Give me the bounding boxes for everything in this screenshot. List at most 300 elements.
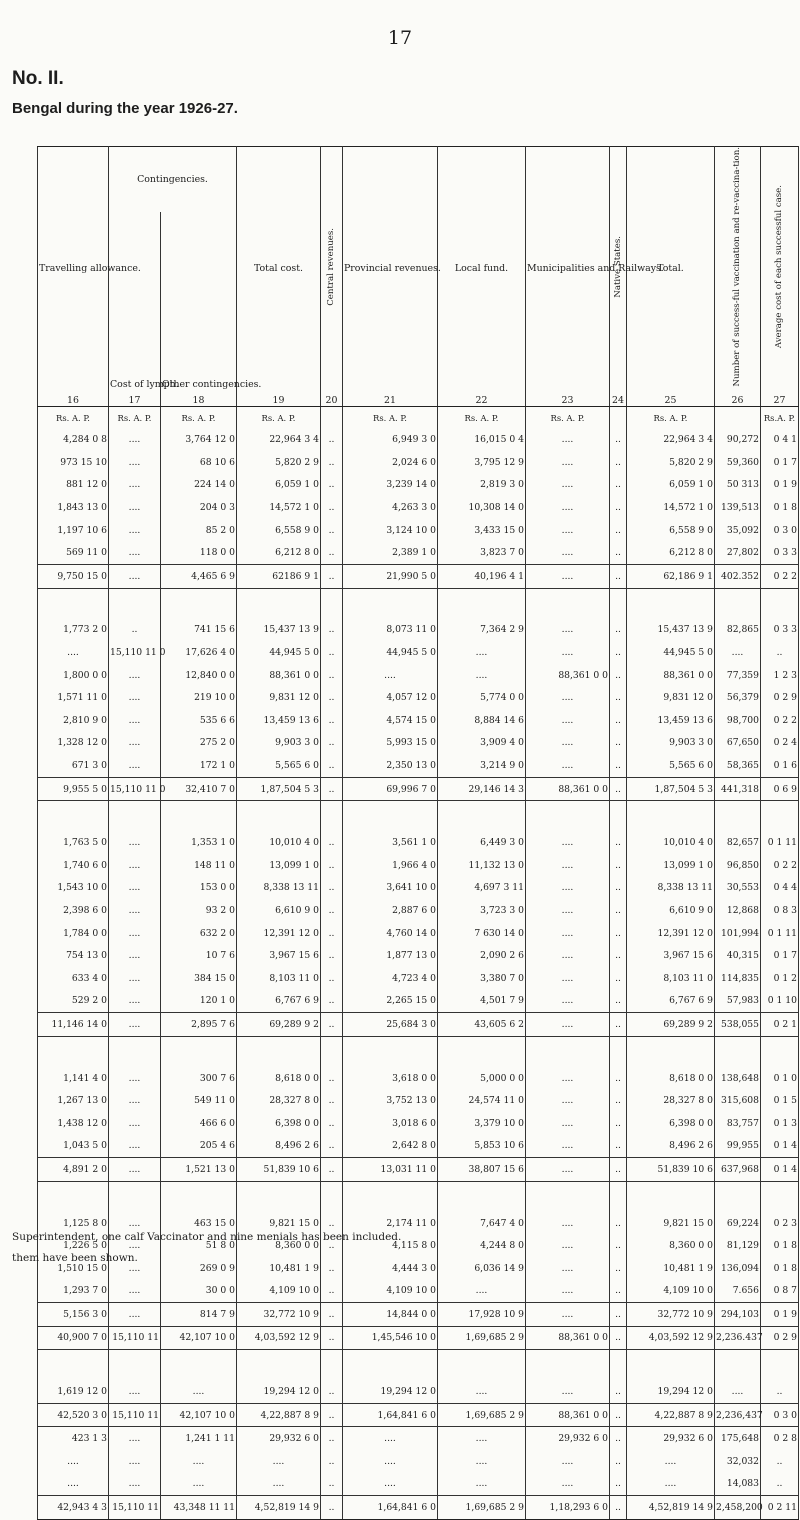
table-cell: 881 12 0 <box>38 474 109 497</box>
table-cell: 5,820 2 9 <box>627 451 715 474</box>
table-row <box>38 1089 799 1112</box>
table-cell: .... <box>109 1013 161 1037</box>
table-cell: .. <box>321 1135 343 1158</box>
table-row <box>38 1135 799 1158</box>
total-row <box>38 1158 799 1182</box>
table-cell: 9,955 5 0 <box>38 777 109 801</box>
table-cell: 5,853 10 6 <box>438 1135 526 1158</box>
table-cell: .. <box>610 922 627 945</box>
table-cell: 51,839 10 6 <box>237 1158 321 1182</box>
table-row <box>38 1450 799 1473</box>
table-cell: .. <box>610 831 627 854</box>
table-cell: 2,350 13 0 <box>343 754 438 777</box>
table-cell: .... <box>526 899 610 922</box>
table-cell: 56,379 <box>715 686 761 709</box>
table-cell: 1,510 15 0 <box>38 1257 109 1280</box>
table-cell: 1,843 13 0 <box>38 496 109 519</box>
table-cell: .... <box>161 1450 237 1473</box>
table-cell: 6,398 0 0 <box>627 1112 715 1135</box>
column-number: 17 <box>109 390 161 407</box>
table-cell: .... <box>343 1450 438 1473</box>
table-cell: .... <box>526 451 610 474</box>
table-cell: 4,697 3 11 <box>438 877 526 900</box>
table-cell <box>526 1036 610 1067</box>
unit-label: Rs. A. P. <box>438 406 526 429</box>
table-cell <box>38 801 109 832</box>
footnote-1: Superintendent, one calf Vaccinator and nine menials has been included. <box>12 1231 402 1243</box>
table-cell <box>109 1036 161 1067</box>
table-cell <box>161 801 237 832</box>
table-cell: 2,819 3 0 <box>438 474 526 497</box>
table-cell: .... <box>109 664 161 687</box>
table-cell: 4,109 10 0 <box>627 1280 715 1303</box>
table-cell: .... <box>526 1067 610 1090</box>
table-cell: .. <box>761 641 799 664</box>
table-cell <box>161 588 237 619</box>
table-cell: 88,361 0 0 <box>526 1403 610 1427</box>
table-cell: .... <box>627 1473 715 1496</box>
table-cell: 29,932 6 0 <box>526 1427 610 1450</box>
table-row <box>38 686 799 709</box>
table-cell <box>161 1036 237 1067</box>
table-cell: .. <box>761 1450 799 1473</box>
table-cell: .. <box>321 1496 343 1520</box>
average-cost-header <box>761 147 799 390</box>
table-cell: 19,294 12 0 <box>627 1380 715 1403</box>
table-cell: 549 11 0 <box>161 1089 237 1112</box>
table-cell: .. <box>610 1403 627 1427</box>
unit-label <box>715 406 761 429</box>
table-cell: 0 3 3 <box>761 541 799 564</box>
table-cell: .. <box>610 686 627 709</box>
table-cell: 83,757 <box>715 1112 761 1135</box>
table-cell: .... <box>109 541 161 564</box>
table-cell: 29,146 14 3 <box>438 777 526 801</box>
table-cell: .. <box>321 519 343 542</box>
table-cell: 68 10 6 <box>161 451 237 474</box>
table-cell: 88,361 0 0 <box>237 664 321 687</box>
table-cell: 0 3 0 <box>761 1403 799 1427</box>
table-cell: 9,831 12 0 <box>627 686 715 709</box>
table-cell: 1,619 12 0 <box>38 1380 109 1403</box>
table-cell: 0 1 6 <box>761 754 799 777</box>
table-cell: 98,700 <box>715 709 761 732</box>
table-cell: 5,820 2 9 <box>237 451 321 474</box>
table-cell: 1,226 5 0 <box>38 1234 109 1257</box>
table-cell: 14,572 1 0 <box>627 496 715 519</box>
table-cell <box>161 1181 237 1212</box>
table-cell: .. <box>610 1496 627 1520</box>
table-cell: .... <box>526 1380 610 1403</box>
table-cell: 9,821 15 0 <box>237 1212 321 1235</box>
table-cell: .. <box>321 565 343 589</box>
table-cell: 1,87,504 5 3 <box>627 777 715 801</box>
table-cell: .... <box>109 831 161 854</box>
table-cell: 1,763 5 0 <box>38 831 109 854</box>
table-cell: 29,932 6 0 <box>627 1427 715 1450</box>
table-cell: 6,558 9 0 <box>237 519 321 542</box>
unit-label: Rs. A. P. <box>161 406 237 429</box>
table-cell: 0 1 0 <box>761 1067 799 1090</box>
column-number: 26 <box>715 390 761 407</box>
table-cell: .... <box>526 877 610 900</box>
table-cell <box>438 588 526 619</box>
table-cell: 10,308 14 0 <box>438 496 526 519</box>
table-row <box>38 451 799 474</box>
table-cell: .. <box>610 944 627 967</box>
table-cell: 294,103 <box>715 1303 761 1327</box>
table-cell: .... <box>109 1067 161 1090</box>
table-cell: .. <box>610 474 627 497</box>
table-cell: .. <box>610 899 627 922</box>
table-cell: .. <box>610 565 627 589</box>
table-row <box>38 990 799 1013</box>
table-cell: .... <box>38 1450 109 1473</box>
table-cell: 1,18,293 6 0 <box>526 1496 610 1520</box>
table-cell: 0 1 4 <box>761 1135 799 1158</box>
table-cell: 3,795 12 9 <box>438 451 526 474</box>
table-cell <box>610 1036 627 1067</box>
table-cell: 0 4 1 <box>761 429 799 452</box>
table-cell: 6,610 9 0 <box>237 899 321 922</box>
table-cell: 1,438 12 0 <box>38 1112 109 1135</box>
table-cell: .. <box>321 474 343 497</box>
table-cell: 81,129 <box>715 1234 761 1257</box>
table-cell: 3,752 13 0 <box>343 1089 438 1112</box>
table-cell: 300 7 6 <box>161 1067 237 1090</box>
table-cell: 569 11 0 <box>38 541 109 564</box>
spacer-row <box>38 1181 799 1212</box>
table-cell <box>343 1181 438 1212</box>
spacer-row <box>38 1036 799 1067</box>
table-cell <box>715 1181 761 1212</box>
table-cell: 2,642 8 0 <box>343 1135 438 1158</box>
table-cell: .... <box>343 1427 438 1450</box>
table-cell: 1,241 1 11 <box>161 1427 237 1450</box>
table-cell: 1,571 11 0 <box>38 686 109 709</box>
table-cell: 1,141 4 0 <box>38 1067 109 1090</box>
table-cell: 22,964 3 4 <box>237 429 321 452</box>
table-cell: 8,338 13 11 <box>627 877 715 900</box>
table-cell: 44,945 5 0 <box>627 641 715 664</box>
table-cell: 529 2 0 <box>38 990 109 1013</box>
table-cell: 15,110 11 0 <box>109 777 161 801</box>
table-cell: 58,365 <box>715 754 761 777</box>
table-cell: .... <box>526 990 610 1013</box>
table-cell: 633 4 0 <box>38 967 109 990</box>
table-cell: 1,877 13 0 <box>343 944 438 967</box>
table-cell: 57,983 <box>715 990 761 1013</box>
table-row <box>38 1427 799 1450</box>
table-cell: 42,107 10 0 <box>161 1403 237 1427</box>
table-cell: 25,684 3 0 <box>343 1013 438 1037</box>
table-cell: 13,031 11 0 <box>343 1158 438 1182</box>
table-cell: 13,459 13 6 <box>627 709 715 732</box>
table-cell: .... <box>161 1380 237 1403</box>
table-cell: .... <box>237 1473 321 1496</box>
table-cell: 1,64,841 6 0 <box>343 1403 438 1427</box>
table-cell: 4,891 2 0 <box>38 1158 109 1182</box>
table-cell: .. <box>321 1089 343 1112</box>
table-cell: 5,565 6 0 <box>237 754 321 777</box>
table-cell: .. <box>610 990 627 1013</box>
table-cell: .. <box>109 619 161 642</box>
table-cell <box>109 1181 161 1212</box>
table-cell: .... <box>526 831 610 854</box>
table-cell: .. <box>321 1403 343 1427</box>
unit-label: Rs. A. P. <box>627 406 715 429</box>
table-cell <box>627 801 715 832</box>
table-cell <box>610 588 627 619</box>
table-cell: 8,360 0 0 <box>237 1234 321 1257</box>
table-cell: .... <box>109 1427 161 1450</box>
table-cell: .. <box>321 899 343 922</box>
table-cell <box>761 1036 799 1067</box>
table-cell: .... <box>627 1450 715 1473</box>
table-cell: 1,773 2 0 <box>38 619 109 642</box>
table-cell: 6,036 14 9 <box>438 1257 526 1280</box>
table-cell: .... <box>109 1212 161 1235</box>
table-cell: .. <box>610 451 627 474</box>
table-cell: .. <box>321 664 343 687</box>
table-cell: .... <box>526 619 610 642</box>
unit-label: Rs. A. P. <box>38 406 109 429</box>
table-cell <box>438 1181 526 1212</box>
table-cell <box>715 1036 761 1067</box>
table-cell <box>610 801 627 832</box>
table-cell: 24,574 11 0 <box>438 1089 526 1112</box>
table-cell: 10,010 4 0 <box>627 831 715 854</box>
table-cell: .... <box>526 1112 610 1135</box>
table-cell: 7,364 2 9 <box>438 619 526 642</box>
footnote-2: them have been shown. <box>12 1252 138 1264</box>
table-cell: 4,115 8 0 <box>343 1234 438 1257</box>
table-cell: .... <box>109 754 161 777</box>
table-cell: .. <box>321 732 343 755</box>
table-row <box>38 519 799 542</box>
table-cell: .. <box>321 1067 343 1090</box>
table-row <box>38 664 799 687</box>
table-cell: 30,553 <box>715 877 761 900</box>
total-row <box>38 1013 799 1037</box>
table-cell: 21,990 5 0 <box>343 565 438 589</box>
table-cell: 0 2 3 <box>761 1212 799 1235</box>
table-cell: 3,723 3 0 <box>438 899 526 922</box>
total-row <box>38 1403 799 1427</box>
table-cell: .... <box>526 519 610 542</box>
table-cell: 0 4 4 <box>761 877 799 900</box>
table-cell: 973 15 10 <box>38 451 109 474</box>
table-cell: 4,444 3 0 <box>343 1257 438 1280</box>
table-row <box>38 641 799 664</box>
table-cell: .. <box>321 922 343 945</box>
table-cell: .. <box>610 641 627 664</box>
table-cell: .... <box>526 944 610 967</box>
central-revenues-header <box>321 147 343 390</box>
table-cell: .. <box>610 519 627 542</box>
table-cell: 0 8 7 <box>761 1280 799 1303</box>
table-cell: 7.656 <box>715 1280 761 1303</box>
table-cell <box>526 801 610 832</box>
table-cell: 637,968 <box>715 1158 761 1182</box>
table-cell: .. <box>321 777 343 801</box>
table-cell: 0 2 4 <box>761 732 799 755</box>
table-cell: .... <box>526 1257 610 1280</box>
table-cell: .... <box>109 990 161 1013</box>
table-cell: 32,410 7 0 <box>161 777 237 801</box>
spacer-row <box>38 801 799 832</box>
table-cell: 0 1 3 <box>761 1112 799 1135</box>
table-cell: 205 4 6 <box>161 1135 237 1158</box>
table-cell: 8,884 14 6 <box>438 709 526 732</box>
table-cell: 13,459 13 6 <box>237 709 321 732</box>
table-cell <box>438 1350 526 1381</box>
table-cell: 1,69,685 2 9 <box>438 1496 526 1520</box>
column-number-row <box>38 390 799 407</box>
table-cell: 0 2 2 <box>761 709 799 732</box>
table-cell: .... <box>438 1427 526 1450</box>
total-row <box>38 565 799 589</box>
table-cell: 1,784 0 0 <box>38 922 109 945</box>
table-cell: .... <box>715 641 761 664</box>
table-cell: 3,433 15 0 <box>438 519 526 542</box>
table-cell: 0 2 2 <box>761 565 799 589</box>
table-cell: .... <box>109 967 161 990</box>
table-cell: .... <box>109 854 161 877</box>
table-cell: 17,626 4 0 <box>161 641 237 664</box>
table-cell: .... <box>526 474 610 497</box>
table-cell <box>610 1350 627 1381</box>
table-cell: 402.352 <box>715 565 761 589</box>
table-cell: 423 1 3 <box>38 1427 109 1450</box>
table-row <box>38 429 799 452</box>
table-cell: .. <box>321 1303 343 1327</box>
table-cell: .... <box>526 854 610 877</box>
table-cell: 3,909 4 0 <box>438 732 526 755</box>
table-cell: 32,772 10 9 <box>237 1303 321 1327</box>
table-cell: 671 3 0 <box>38 754 109 777</box>
table-cell <box>321 588 343 619</box>
total-header: Total. <box>627 147 715 390</box>
table-cell: 0 1 8 <box>761 496 799 519</box>
table-cell <box>627 1350 715 1381</box>
table-cell: 9,750 15 0 <box>38 565 109 589</box>
table-cell: 219 10 0 <box>161 686 237 709</box>
table-cell: .... <box>526 709 610 732</box>
table-row <box>38 854 799 877</box>
table-cell: 59,360 <box>715 451 761 474</box>
units-row <box>38 406 799 429</box>
table-cell: .... <box>526 922 610 945</box>
table-cell: 6,767 6 9 <box>627 990 715 1013</box>
table-cell: 43,348 11 11 <box>161 1496 237 1520</box>
table-cell: 4,723 4 0 <box>343 967 438 990</box>
table-cell: .. <box>321 496 343 519</box>
table-row <box>38 1257 799 1280</box>
table-row <box>38 1473 799 1496</box>
table-cell: 118 0 0 <box>161 541 237 564</box>
table-cell <box>38 588 109 619</box>
table-row <box>38 474 799 497</box>
table-cell: 3,967 15 6 <box>627 944 715 967</box>
table-cell: 96,850 <box>715 854 761 877</box>
table-cell: 136,094 <box>715 1257 761 1280</box>
table-cell <box>38 1350 109 1381</box>
vaccination-cost-table <box>37 146 799 1520</box>
table-cell: 1,740 6 0 <box>38 854 109 877</box>
table-cell: 2,389 1 0 <box>343 541 438 564</box>
local-fund-header: Local fund. <box>438 147 526 390</box>
table-cell: 4,263 3 0 <box>343 496 438 519</box>
table-cell <box>526 1350 610 1381</box>
table-cell: 2,810 9 0 <box>38 709 109 732</box>
table-cell: 90,272 <box>715 429 761 452</box>
table-cell: 42,943 4 3 <box>38 1496 109 1520</box>
table-cell <box>321 1350 343 1381</box>
table-cell: 101,994 <box>715 922 761 945</box>
table-cell: 4,109 10 0 <box>237 1280 321 1303</box>
table-cell: 15,110 11 <box>109 1403 161 1427</box>
table-cell: 4,52,819 14 9 <box>627 1496 715 1520</box>
table-cell: 32,032 <box>715 1450 761 1473</box>
provincial-revenues-header: Provincial revenues. <box>343 147 438 390</box>
column-number: 22 <box>438 390 526 407</box>
table-cell: .. <box>610 1013 627 1037</box>
table-cell <box>237 588 321 619</box>
table-cell: .. <box>321 877 343 900</box>
table-cell: .... <box>526 1473 610 1496</box>
table-row <box>38 541 799 564</box>
table-cell: .. <box>321 1427 343 1450</box>
table-cell: .... <box>109 1280 161 1303</box>
table-header <box>38 147 799 407</box>
table-cell: 0 1 9 <box>761 474 799 497</box>
column-number: 27 <box>761 390 799 407</box>
table-cell: .. <box>321 451 343 474</box>
table-cell: 28,327 8 0 <box>237 1089 321 1112</box>
table-cell: 17,928 10 9 <box>438 1303 526 1327</box>
table-cell: 15,110 11 0 <box>109 641 161 664</box>
table-cell: 19,294 12 0 <box>237 1380 321 1403</box>
table-cell: .. <box>610 1380 627 1403</box>
travelling-allowance-header: Travelling allowance. <box>38 147 109 390</box>
unit-label: Rs. A. P. <box>526 406 610 429</box>
table-cell: 6,059 1 0 <box>627 474 715 497</box>
table-cell: 9,903 3 0 <box>237 732 321 755</box>
table-cell: 269 0 9 <box>161 1257 237 1280</box>
table-cell: 814 7 9 <box>161 1303 237 1327</box>
table-cell: 14,572 1 0 <box>237 496 321 519</box>
successful-vaccinations-label: Number of success-ful vaccination and re-vaccina-tion. <box>732 147 742 387</box>
average-cost-label: Average cost of each successful case. <box>774 185 784 349</box>
table-cell: .. <box>610 1112 627 1135</box>
table-cell: .... <box>526 641 610 664</box>
table-cell: 10,481 1 9 <box>237 1257 321 1280</box>
table-cell: .... <box>109 1257 161 1280</box>
table-cell: .... <box>526 732 610 755</box>
table-cell: 2,090 2 6 <box>438 944 526 967</box>
table-cell: .... <box>109 922 161 945</box>
table-cell: 6,949 3 0 <box>343 429 438 452</box>
total-row <box>38 1326 799 1350</box>
table-cell: 0 3 3 <box>761 619 799 642</box>
table-cell: 9,831 12 0 <box>237 686 321 709</box>
table-cell: 4,52,819 14 9 <box>237 1496 321 1520</box>
table-cell: 12,391 12 0 <box>237 922 321 945</box>
table-cell: .. <box>321 641 343 664</box>
table-cell: 6,212 8 0 <box>627 541 715 564</box>
table-cell: .. <box>610 541 627 564</box>
